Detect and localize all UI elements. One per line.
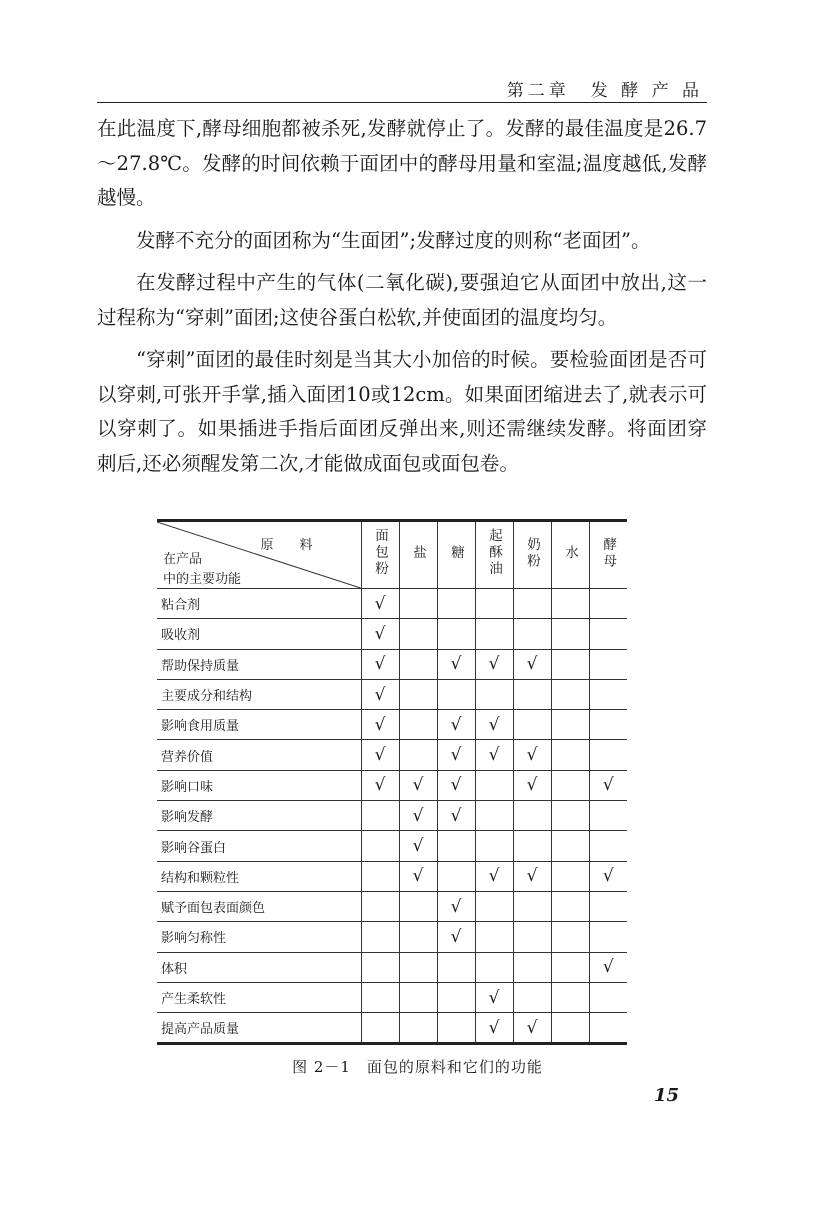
table-cell — [551, 619, 589, 649]
table-cell — [475, 891, 513, 921]
check-mark: √ — [526, 866, 538, 887]
table-row — [157, 861, 627, 891]
check-mark: √ — [374, 745, 386, 766]
table-cell — [361, 891, 399, 921]
table-cell — [361, 982, 399, 1012]
table-row — [157, 740, 627, 770]
check-mark: √ — [488, 714, 500, 735]
table-cell — [437, 831, 475, 861]
row-label: 吸收剂 — [157, 619, 361, 649]
row-label: 粘合剂 — [157, 589, 361, 619]
table-cell — [589, 649, 627, 679]
table-cell — [513, 770, 551, 800]
row-label: 营养价值 — [157, 740, 361, 770]
row-label: 影响食用质量 — [157, 710, 361, 740]
table-cell — [437, 891, 475, 921]
row-label: 影响口味 — [157, 770, 361, 800]
corner-label-ingredients: 原料 — [260, 538, 339, 553]
table-cell — [475, 801, 513, 831]
check-mark: √ — [374, 775, 386, 796]
table-row — [157, 619, 627, 649]
row-label: 影响匀称性 — [157, 922, 361, 952]
table-cell — [361, 922, 399, 952]
check-mark: √ — [450, 775, 462, 796]
table-cell — [361, 831, 399, 861]
column-header: 糖 — [437, 522, 475, 589]
table-cell — [513, 831, 551, 861]
table-cell — [589, 619, 627, 649]
check-mark: √ — [526, 1017, 538, 1038]
table-cell — [513, 710, 551, 740]
table-cell — [513, 1013, 551, 1043]
row-label: 帮助保持质量 — [157, 649, 361, 679]
column-header: 水 — [551, 522, 589, 589]
table-cell — [589, 952, 627, 982]
table-cell — [437, 679, 475, 709]
table-header-row — [157, 522, 627, 589]
table-cell — [551, 710, 589, 740]
check-mark: √ — [374, 593, 386, 614]
table-corner-cell — [157, 522, 361, 589]
table-cell — [475, 589, 513, 619]
table-cell — [361, 619, 399, 649]
table-cell — [437, 619, 475, 649]
table-cell — [475, 1013, 513, 1043]
table-cell — [589, 831, 627, 861]
row-label: 提高产品质量 — [157, 1013, 361, 1043]
check-mark: √ — [602, 957, 614, 978]
table-row — [157, 1013, 627, 1043]
running-header — [97, 74, 707, 103]
table-cell — [513, 801, 551, 831]
table-row — [157, 679, 627, 709]
check-mark: √ — [526, 745, 538, 766]
table-cell — [399, 589, 437, 619]
row-label: 体积 — [157, 952, 361, 982]
table-cell — [475, 770, 513, 800]
table-cell — [361, 649, 399, 679]
check-mark: √ — [488, 1017, 500, 1038]
check-mark: √ — [412, 775, 424, 796]
table-cell — [437, 649, 475, 679]
check-mark: √ — [450, 805, 462, 826]
table-cell — [589, 801, 627, 831]
table-cell — [399, 679, 437, 709]
table-cell — [551, 649, 589, 679]
table-cell — [513, 922, 551, 952]
table-cell — [551, 922, 589, 952]
table-cell — [399, 861, 437, 891]
table-cell — [513, 619, 551, 649]
table-cell — [551, 952, 589, 982]
table-row — [157, 801, 627, 831]
table-cell — [513, 740, 551, 770]
table-cell — [361, 952, 399, 982]
table-row — [157, 922, 627, 952]
corner-label-function: 中的主要功能 — [163, 572, 242, 587]
table-cell — [361, 770, 399, 800]
check-mark: √ — [374, 623, 386, 644]
table-cell — [475, 679, 513, 709]
table-cell — [437, 740, 475, 770]
table-row — [157, 952, 627, 982]
table-cell — [589, 982, 627, 1012]
table-cell — [399, 770, 437, 800]
table-cell — [551, 770, 589, 800]
check-mark: √ — [374, 654, 386, 675]
table-cell — [589, 1013, 627, 1043]
column-header: 面包粉 — [361, 522, 399, 589]
figure-caption: 图 2－1 面包的原料和它们的功能 — [292, 1058, 543, 1076]
table-row — [157, 589, 627, 619]
table-cell — [475, 710, 513, 740]
check-mark: √ — [488, 654, 500, 675]
table-cell — [475, 861, 513, 891]
table-cell — [399, 891, 437, 921]
table-cell — [475, 922, 513, 952]
table-cell — [399, 801, 437, 831]
table-row — [157, 770, 627, 800]
table-cell — [475, 952, 513, 982]
table-cell — [437, 861, 475, 891]
table-cell — [551, 831, 589, 861]
check-mark: √ — [526, 654, 538, 675]
row-label: 结构和颗粒性 — [157, 861, 361, 891]
table-row — [157, 649, 627, 679]
table-cell — [361, 861, 399, 891]
table-cell — [589, 589, 627, 619]
table-cell — [551, 1013, 589, 1043]
table-cell — [551, 679, 589, 709]
check-mark: √ — [374, 684, 386, 705]
table-cell — [551, 861, 589, 891]
paragraph-4: “穿刺”面团的最佳时刻是当其大小加倍的时候。要检验面团是否可以穿刺,可张开手掌,插入面团10或12cm。如果面团缩进去了,就表示可以穿刺了。如果插进手指后面团反弹出来,则还需继续发酵。将面团穿刺后,还必须醒发第二次,才能做成面包或面包卷。 — [97, 348, 707, 475]
table-cell — [551, 801, 589, 831]
table-cell — [361, 710, 399, 740]
table-cell — [513, 982, 551, 1012]
column-header: 酵母 — [589, 522, 627, 589]
table-cell — [551, 891, 589, 921]
table-cell — [589, 710, 627, 740]
table-cell — [551, 740, 589, 770]
table-cell — [437, 982, 475, 1012]
check-mark: √ — [412, 805, 424, 826]
table-cell — [475, 831, 513, 861]
table-cell — [513, 952, 551, 982]
table-cell — [437, 589, 475, 619]
check-mark: √ — [488, 866, 500, 887]
table-cell — [513, 589, 551, 619]
row-label: 产生柔软性 — [157, 982, 361, 1012]
table-cell — [589, 922, 627, 952]
table-cell — [399, 710, 437, 740]
table-cell — [399, 982, 437, 1012]
table-body — [157, 589, 627, 1043]
check-mark: √ — [450, 745, 462, 766]
table-cell — [589, 891, 627, 921]
table-cell — [399, 1013, 437, 1043]
table-row — [157, 891, 627, 921]
check-mark: √ — [450, 714, 462, 735]
table-cell — [361, 679, 399, 709]
table-cell — [399, 619, 437, 649]
check-mark: √ — [488, 987, 500, 1008]
table-cell — [551, 982, 589, 1012]
table-cell — [361, 801, 399, 831]
table-cell — [475, 649, 513, 679]
table-cell — [437, 1013, 475, 1043]
table-cell — [513, 891, 551, 921]
column-header: 起酥油 — [475, 522, 513, 589]
table-row — [157, 710, 627, 740]
table-row — [157, 982, 627, 1012]
check-mark: √ — [450, 654, 462, 675]
check-mark: √ — [450, 926, 462, 947]
table-cell — [589, 770, 627, 800]
row-label: 影响发酵 — [157, 801, 361, 831]
page-number: 15 — [653, 1085, 679, 1106]
table-cell — [437, 801, 475, 831]
table-cell — [361, 740, 399, 770]
table-cell — [399, 952, 437, 982]
table-cell — [399, 649, 437, 679]
table-cell — [361, 1013, 399, 1043]
check-mark: √ — [412, 836, 424, 857]
table-cell — [437, 952, 475, 982]
table-cell — [437, 710, 475, 740]
table-cell — [361, 589, 399, 619]
check-mark: √ — [526, 775, 538, 796]
check-mark: √ — [602, 866, 614, 887]
row-label: 赋予面包表面颜色 — [157, 891, 361, 921]
column-header: 盐 — [399, 522, 437, 589]
body-text — [97, 112, 707, 481]
table-cell — [475, 982, 513, 1012]
table-cell — [437, 770, 475, 800]
table-cell — [399, 740, 437, 770]
paragraph-1: 在此温度下,酵母细胞都被杀死,发酵就停止了。发酵的最佳温度是26.7～27.8℃。发酵的时间依赖于面团中的酵母用量和室温;温度越低,发酵越慢。 — [97, 117, 707, 209]
table-cell — [589, 861, 627, 891]
table-cell — [475, 740, 513, 770]
table-cell — [551, 589, 589, 619]
table-cell — [513, 649, 551, 679]
paragraph-2: 发酵不充分的面团称为“生面团”;发酵过度的则称“老面团”。 — [136, 228, 651, 252]
column-header: 奶粉 — [513, 522, 551, 589]
check-mark: √ — [488, 745, 500, 766]
table-cell — [513, 861, 551, 891]
table-grid — [157, 522, 627, 1042]
ingredient-function-table — [157, 519, 627, 1045]
table-cell — [589, 679, 627, 709]
table-cell — [589, 740, 627, 770]
table-row — [157, 831, 627, 861]
check-mark: √ — [412, 866, 424, 887]
row-label: 主要成分和结构 — [157, 679, 361, 709]
corner-label-product: 在产品 — [163, 552, 203, 567]
table-cell — [475, 619, 513, 649]
table-cell — [399, 922, 437, 952]
table-cell — [513, 679, 551, 709]
table-cell — [399, 831, 437, 861]
check-mark: √ — [602, 775, 614, 796]
table-cell — [437, 922, 475, 952]
check-mark: √ — [450, 896, 462, 917]
row-label: 影响谷蛋白 — [157, 831, 361, 861]
check-mark: √ — [374, 714, 386, 735]
chapter-title: 第二章 发 酵 产 品 — [506, 81, 703, 101]
paragraph-3: 在发酵过程中产生的气体(二氧化碳),要强迫它从面团中放出,这一过程称为“穿刺”面团;这使谷蛋白松软,并使面团的温度均匀。 — [97, 271, 707, 329]
